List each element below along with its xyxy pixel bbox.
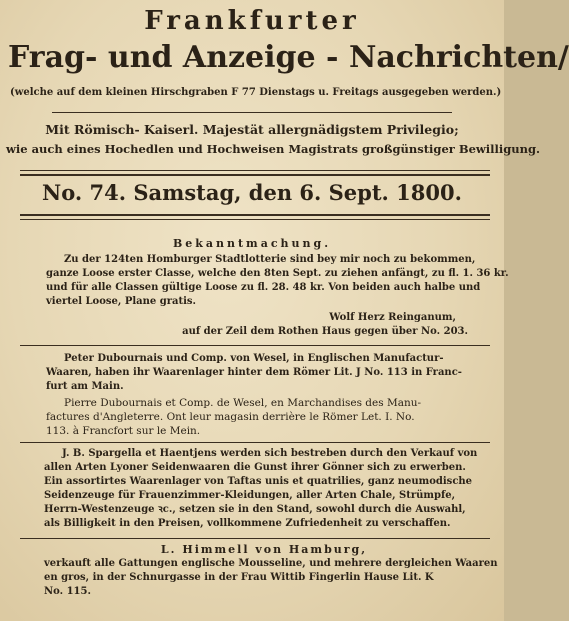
text-line: 113. à Francfort sur le Mein.	[46, 425, 201, 437]
rule	[20, 538, 490, 539]
masthead-line1: Frankfurter	[144, 6, 360, 36]
rule	[20, 345, 490, 346]
text-line: Zu der 124ten Homburger Stadtlotterie sind bey mir noch zu bekommen,	[64, 254, 476, 265]
text-line: Seidenzeuge für Frauenzimmer-Kleidungen, aller Arten Chale, Strümpfe,	[44, 490, 456, 501]
text-line: Ein assortirtes Waarenlager von Taftas unis et quatrilies, ganz neumodische	[44, 476, 473, 487]
rule	[52, 112, 452, 113]
text-line: und für alle Classen gültige Loose zu fl. 28. 48 kr. Von beiden auch halbe und	[46, 282, 481, 293]
masthead-title: Frag- und Anzeige - Nachrichten/	[8, 40, 569, 75]
text-line: Herrn-Westenzeuge ꝛc., setzen sie in den Stand, sowohl durch die Auswahl,	[44, 504, 466, 515]
privilege-line2: wie auch eines Hochedlen und Hochweisen Magistrats großgünstiger Bewilligung.	[6, 142, 541, 156]
double-rule	[20, 214, 490, 220]
text-line: en gros, in der Schnurgasse in der Frau Wittib Fingerlin Hause Lit. K	[44, 572, 434, 583]
masthead-subtitle: (welche auf dem kleinen Hirschgraben F 77 Dienstags u. Freitags ausgegeben werden.)	[10, 87, 502, 98]
text-line: furt am Main.	[46, 381, 124, 392]
announcement-body	[46, 253, 509, 339]
privilege-line1: Mit Römisch- Kaiserl. Majestät allergnädigstem Privilegio;	[45, 122, 459, 137]
text-line: ganze Loose erster Classe, welche den 8ten Sept. zu ziehen anfängt, zu fl. 1. 36 kr.	[46, 268, 509, 279]
rule	[20, 442, 490, 443]
text-line: verkauft alle Gattungen englische Mousseline, und mehrere dergleichen Waaren	[44, 558, 498, 569]
ad-dubournais	[46, 352, 474, 438]
ad-heading: L. Himmell von Hamburg,	[160, 543, 368, 556]
text-line: allen Arten Lyoner Seidenwaaren die Gunst ihrer Gönner sich zu erwerben.	[44, 462, 466, 473]
text-line: Peter Dubournais und Comp. von Wesel, in Englischen Manufactur-	[64, 353, 444, 364]
double-rule	[20, 170, 490, 176]
text-line: als Billigkeit in den Preisen, vollkommene Zufriedenheit zu verschaffen.	[44, 518, 451, 529]
announcement-heading: Bekanntmachung.	[172, 237, 332, 250]
signature-address: auf der Zeil dem Rothen Haus gegen über No. 203.	[182, 326, 468, 337]
ad-spargella	[44, 447, 484, 531]
text-line: J. B. Spargella et Haentjens werden sich bestreben durch den Verkauf von	[62, 448, 478, 459]
text-line: factures d'Angleterre. Ont leur magasin derrière le Römer Let. I. No.	[46, 411, 415, 423]
issue-line: No. 74. Samstag, den 6. Sept. 1800.	[42, 180, 462, 205]
text-line: viertel Loose, Plane gratis.	[46, 296, 197, 307]
text-line: Pierre Dubournais et Comp. de Wesel, en Marchandises des Manu-	[64, 397, 422, 409]
signature-name: Wolf Herz Reinganum,	[329, 312, 456, 323]
text-line: No. 115.	[44, 586, 91, 597]
ad-himmell	[44, 543, 498, 599]
text-line: Waaren, haben ihr Waarenlager hinter dem Römer Lit. J No. 113 in Franc-	[46, 367, 462, 378]
